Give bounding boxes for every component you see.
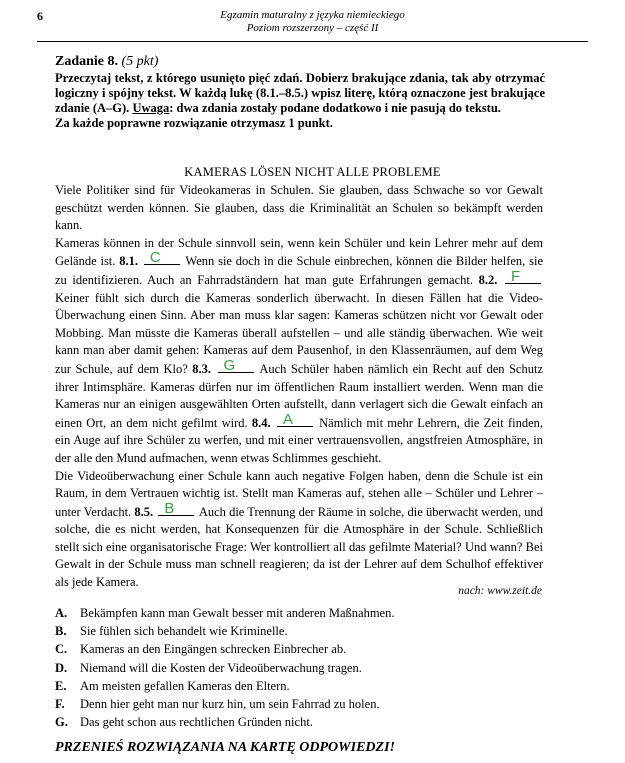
handwritten-answer: G — [223, 356, 236, 374]
text-title: KAMERAS LÖSEN NICHT ALLE PROBLEME — [184, 165, 441, 179]
option-item: C. Kameras an den Eingängen schrecken Einbrecher ab. — [55, 642, 347, 657]
gap-label-8-5: 8.5. — [134, 504, 154, 519]
header-line-2: Poziom rozszerzony – część II — [246, 22, 379, 34]
gap-label-8-1: 8.1. — [119, 254, 138, 269]
handwritten-answer: A — [282, 410, 293, 428]
handwritten-answer: F — [511, 267, 521, 285]
instruction-main: Przeczytaj tekst, z którego usunięto pięć zdań. Dobierz brakujące zdania, tak aby otrzymać logiczny i spójny tekst. W każdą lukę (8.1.–8.5.) wpisz literę, którą oznaczone jest brakujące zdanie (A–G). — [55, 71, 545, 115]
note-label: Uwaga — [132, 101, 170, 115]
gap-8-4[interactable] — [277, 410, 313, 428]
footer-instruction: PRZENIEŚ ROZWIĄZANIA NA KARTĘ ODPOWIEDZI! — [55, 740, 395, 755]
header-divider — [37, 41, 588, 42]
paragraph-1: Viele Politiker sind für Videokameras in Schulen. Sie glauben, dass Schwache so vor Gewalt geschützt werden können. Sie glauben, dass die Kriminalität an Schulen so bekämpft werden kann. — [55, 183, 543, 233]
option-item: E. Am meisten gefallen Kameras den Eltern. — [55, 678, 290, 693]
source-citation: nach: www.zeit.de — [458, 585, 542, 597]
page-header — [0, 9, 625, 35]
task-title-label: Zadanie 8. — [55, 54, 119, 69]
gap-label-8-4: 8.4. — [251, 415, 271, 430]
gap-8-2[interactable] — [505, 267, 541, 285]
option-item: B. Sie fühlen sich behandelt wie Kriminelle. — [55, 624, 288, 639]
scoring-note: Za każde poprawne rozwiązanie otrzymasz 1 punkt. — [55, 116, 333, 130]
task-points: (5 pkt) — [121, 54, 159, 69]
gap-8-5[interactable] — [158, 499, 194, 517]
header-line-1: Egzamin maturalny z języka niemieckiego — [220, 9, 405, 21]
answer-options — [55, 604, 535, 731]
gap-label-8-3: 8.3. — [192, 361, 212, 376]
gap-8-1[interactable] — [144, 249, 180, 267]
handwritten-answer: B — [164, 499, 175, 517]
handwritten-answer: C — [149, 249, 161, 267]
reading-passage — [55, 182, 543, 592]
gap-8-3[interactable] — [218, 356, 254, 374]
page-number: 6 — [37, 9, 43, 23]
gap-label-8-2: 8.2. — [478, 272, 498, 287]
task-title — [55, 54, 545, 69]
paragraph-2: Kameras können in der Schule sinnvoll sein, wenn kein Schüler und kein Lehrer mehr auf dem Gelände ist. 8.1. C Wenn sie doch in die Schule einbrechen, können die Bilder helfen, sie zu identifizieren. Auch an Fahrradständern hat man gute Erfahrungen gemacht. 8.2. F Keiner fühlt sich durch die Kameras sonderlich überwacht. In diesen Fällen hat die Video-Überwachung einen Sinn. Aber man muss klar sagen: Kameras schützen nicht vor Gewalt oder Mobbing. Man müsste die Kameras überall aufstellen – und alle ständig überwachen. Wie weit kann man aber damit gehen: Kameras auf dem Pausenhof, in den Klassenräumen, auf dem Weg zur Schule, auf dem Klo? 8.3. G Auch Schüler haben nämlich ein Recht auf den Schutz ihrer Intimsphäre. Kameras dürfen nur im öffentlichen Raum installiert werden. Wenn man die Kameras nur an einigen ausgewählten Orten aufstellt, dann verlagert sich die Gewalt einfach an einen Ort, an dem nicht gefilmt wird. 8.4. A Nämlich mit mehr Lehrern, die Zeit finden, ein Auge auf ihre Schüler zu werfen, und mit einer vertrauensvollen, angstfreien Atmosphäre, in der alle den Mund aufmachen, wenn etwas Schlimmes geschieht. — [55, 235, 544, 465]
paragraph-3: Die Videoüberwachung einer Schule kann auch negative Folgen haben, denn die Schule ist ein Raum, in dem Vertrauen wichtig ist. Stellt man Kameras auf, stehen alle – Schüler und Lehrer – unter Verdacht. 8.5. B Auch die Trennung der Räume in solche, die überwacht werden, und solche, die es nicht werden, hat Konsequenzen für die Atmosphäre in der Schule. Schließlich stellt sich eine organisatorische Frage: Wer kontrolliert all das gefilmte Material? Und wann? Bei Gewalt in der Schule muss man schnell reagieren; da ist der Lehrer auf dem Schulhof effektiver als jede Kamera. — [55, 468, 544, 590]
task-instruction — [55, 71, 545, 116]
task-block — [55, 54, 545, 131]
note-text: : dwa zdania zostały podane dodatkowo i nie pasują do tekstu. — [169, 101, 501, 115]
option-item: D. Niemand will die Kosten der Videoüberwachung tragen. — [55, 660, 362, 675]
option-item: G. Das geht schon aus rechtlichen Gründen nicht. — [55, 715, 313, 730]
option-item: F. Denn hier geht man nur kurz hin, um sein Fahrrad zu holen. — [55, 697, 380, 712]
option-item: A. Bekämpfen kann man Gewalt besser mit anderen Maßnahmen. — [55, 606, 395, 620]
